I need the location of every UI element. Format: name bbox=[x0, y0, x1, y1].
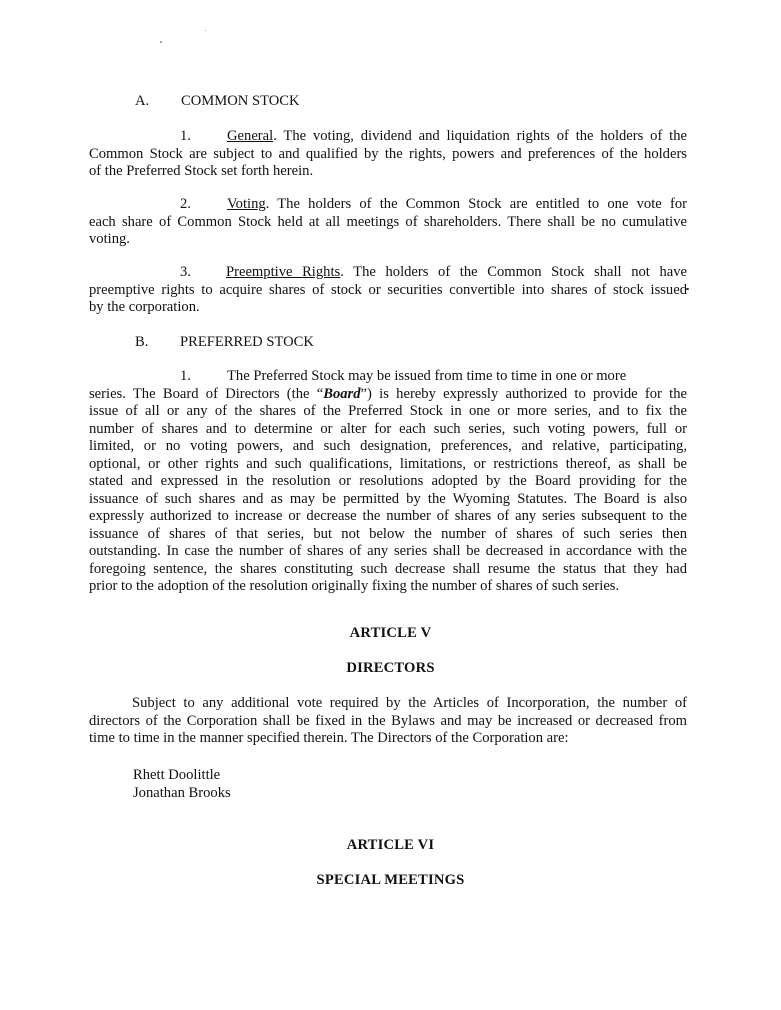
paragraph-line: number of shares and to determine or alter for each such series, such voting powers, full or bbox=[89, 420, 687, 437]
paragraph-line: preemptive rights to acquire shares of stock or securities convertible into shares of stock issued bbox=[89, 281, 687, 298]
directors-paragraph bbox=[89, 695, 687, 748]
common-stock-voting-paragraph bbox=[89, 196, 687, 249]
paragraph-line-text: The Preferred Stock may be issued from time to time in one or more bbox=[227, 368, 627, 384]
scan-speck bbox=[160, 41, 162, 43]
paragraph-line bbox=[89, 386, 687, 404]
paragraph-line: Common Stock are subject to and qualified by the rights, powers and preferences of the holders bbox=[89, 145, 687, 162]
paragraph-line-text: ”) is hereby expressly authorized to provide for the bbox=[360, 385, 687, 402]
item-heading: Voting bbox=[227, 196, 266, 212]
item-number: 2. bbox=[180, 196, 191, 212]
paragraph-line bbox=[89, 695, 687, 713]
paragraph-line: issuance of such shares and as may be permitted by the Wyoming Statutes. The Board is also bbox=[89, 490, 687, 507]
paragraph-line: each share of Common Stock held at all meetings of shareholders. There shall be no cumulative bbox=[89, 213, 687, 230]
paragraph-line-text: series. The Board of Directors (the “ bbox=[89, 385, 324, 402]
paragraph-line bbox=[89, 128, 687, 146]
paragraph-line: prior to the adoption of the resolution originally fixing the number of shares of such series. bbox=[89, 578, 620, 594]
article-vi-subtitle: SPECIAL MEETINGS bbox=[316, 872, 465, 888]
paragraph-line bbox=[89, 264, 687, 282]
item-heading: General bbox=[227, 128, 274, 144]
paragraph-line: time to time in the manner specified therein. The Directors of the Corporation are: bbox=[89, 730, 569, 746]
section-a-letter: A. bbox=[135, 93, 150, 109]
director-name: Jonathan Brooks bbox=[133, 785, 231, 801]
paragraph-line: stated and expressed in the resolution or resolutions adopted by the Board providing for the bbox=[89, 473, 687, 489]
item-number: 3. bbox=[180, 264, 191, 280]
paragraph-line-text: . The holders of the Common Stock are entitled to one vote for bbox=[265, 196, 687, 212]
defined-term-board: Board bbox=[323, 385, 361, 402]
paragraph-line-text: . The holders of the Common Stock shall not have bbox=[340, 264, 687, 280]
paragraph-line: of the Preferred Stock set forth herein. bbox=[89, 163, 314, 179]
paragraph-line bbox=[89, 196, 687, 214]
paragraph-line: foregoing sentence, the shares constituting such decrease shall resume the status that they had bbox=[89, 560, 687, 577]
section-b-title: PREFERRED STOCK bbox=[180, 334, 314, 350]
section-a-title: COMMON STOCK bbox=[181, 93, 300, 109]
preferred-stock-paragraph bbox=[89, 368, 687, 596]
paragraph-line: optional, or other rights and such qualifications, limitations, or restrictions thereof, as shall be bbox=[89, 455, 687, 472]
article-v-title: ARTICLE V bbox=[349, 625, 432, 641]
item-heading: Preemptive Rights bbox=[226, 264, 341, 280]
common-stock-preemptive-paragraph bbox=[89, 264, 687, 317]
paragraph-line: voting. bbox=[89, 231, 130, 247]
section-b-letter: B. bbox=[135, 334, 149, 350]
paragraph-line: outstanding. In case the number of shares of any series shall be decreased in accordance with the bbox=[89, 543, 687, 559]
paragraph-line: expressly authorized to increase or decrease the number of shares of any series subsequent to the bbox=[89, 508, 687, 524]
article-vi-title: ARTICLE VI bbox=[346, 837, 435, 853]
item-number: 1. bbox=[180, 128, 191, 144]
paragraph-line: directors of the Corporation shall be fixed in the Bylaws and may be increased or decreased from bbox=[89, 712, 687, 729]
paragraph-line: issuance of shares of that series, but not below the number of shares of such series then bbox=[89, 525, 687, 542]
paragraph-line: by the corporation. bbox=[89, 299, 200, 315]
common-stock-general-paragraph bbox=[89, 128, 687, 181]
paragraph-line-text: Subject to any additional vote required by the Articles of Incorporation, the number of bbox=[132, 695, 687, 711]
director-name: Rhett Doolittle bbox=[133, 767, 221, 783]
paragraph-line bbox=[89, 368, 687, 386]
article-v-subtitle: DIRECTORS bbox=[346, 660, 435, 676]
item-number: 1. bbox=[180, 368, 191, 384]
scan-speck bbox=[205, 30, 206, 31]
paragraph-line-text: . The voting, dividend and liquidation rights of the holders of the bbox=[273, 128, 687, 144]
paragraph-line: limited, or no voting powers, and such designation, preferences, and relative, participating, bbox=[89, 438, 687, 454]
paragraph-line: issue of all or any of the shares of the Preferred Stock in one or more series, and to fix the bbox=[89, 403, 687, 419]
